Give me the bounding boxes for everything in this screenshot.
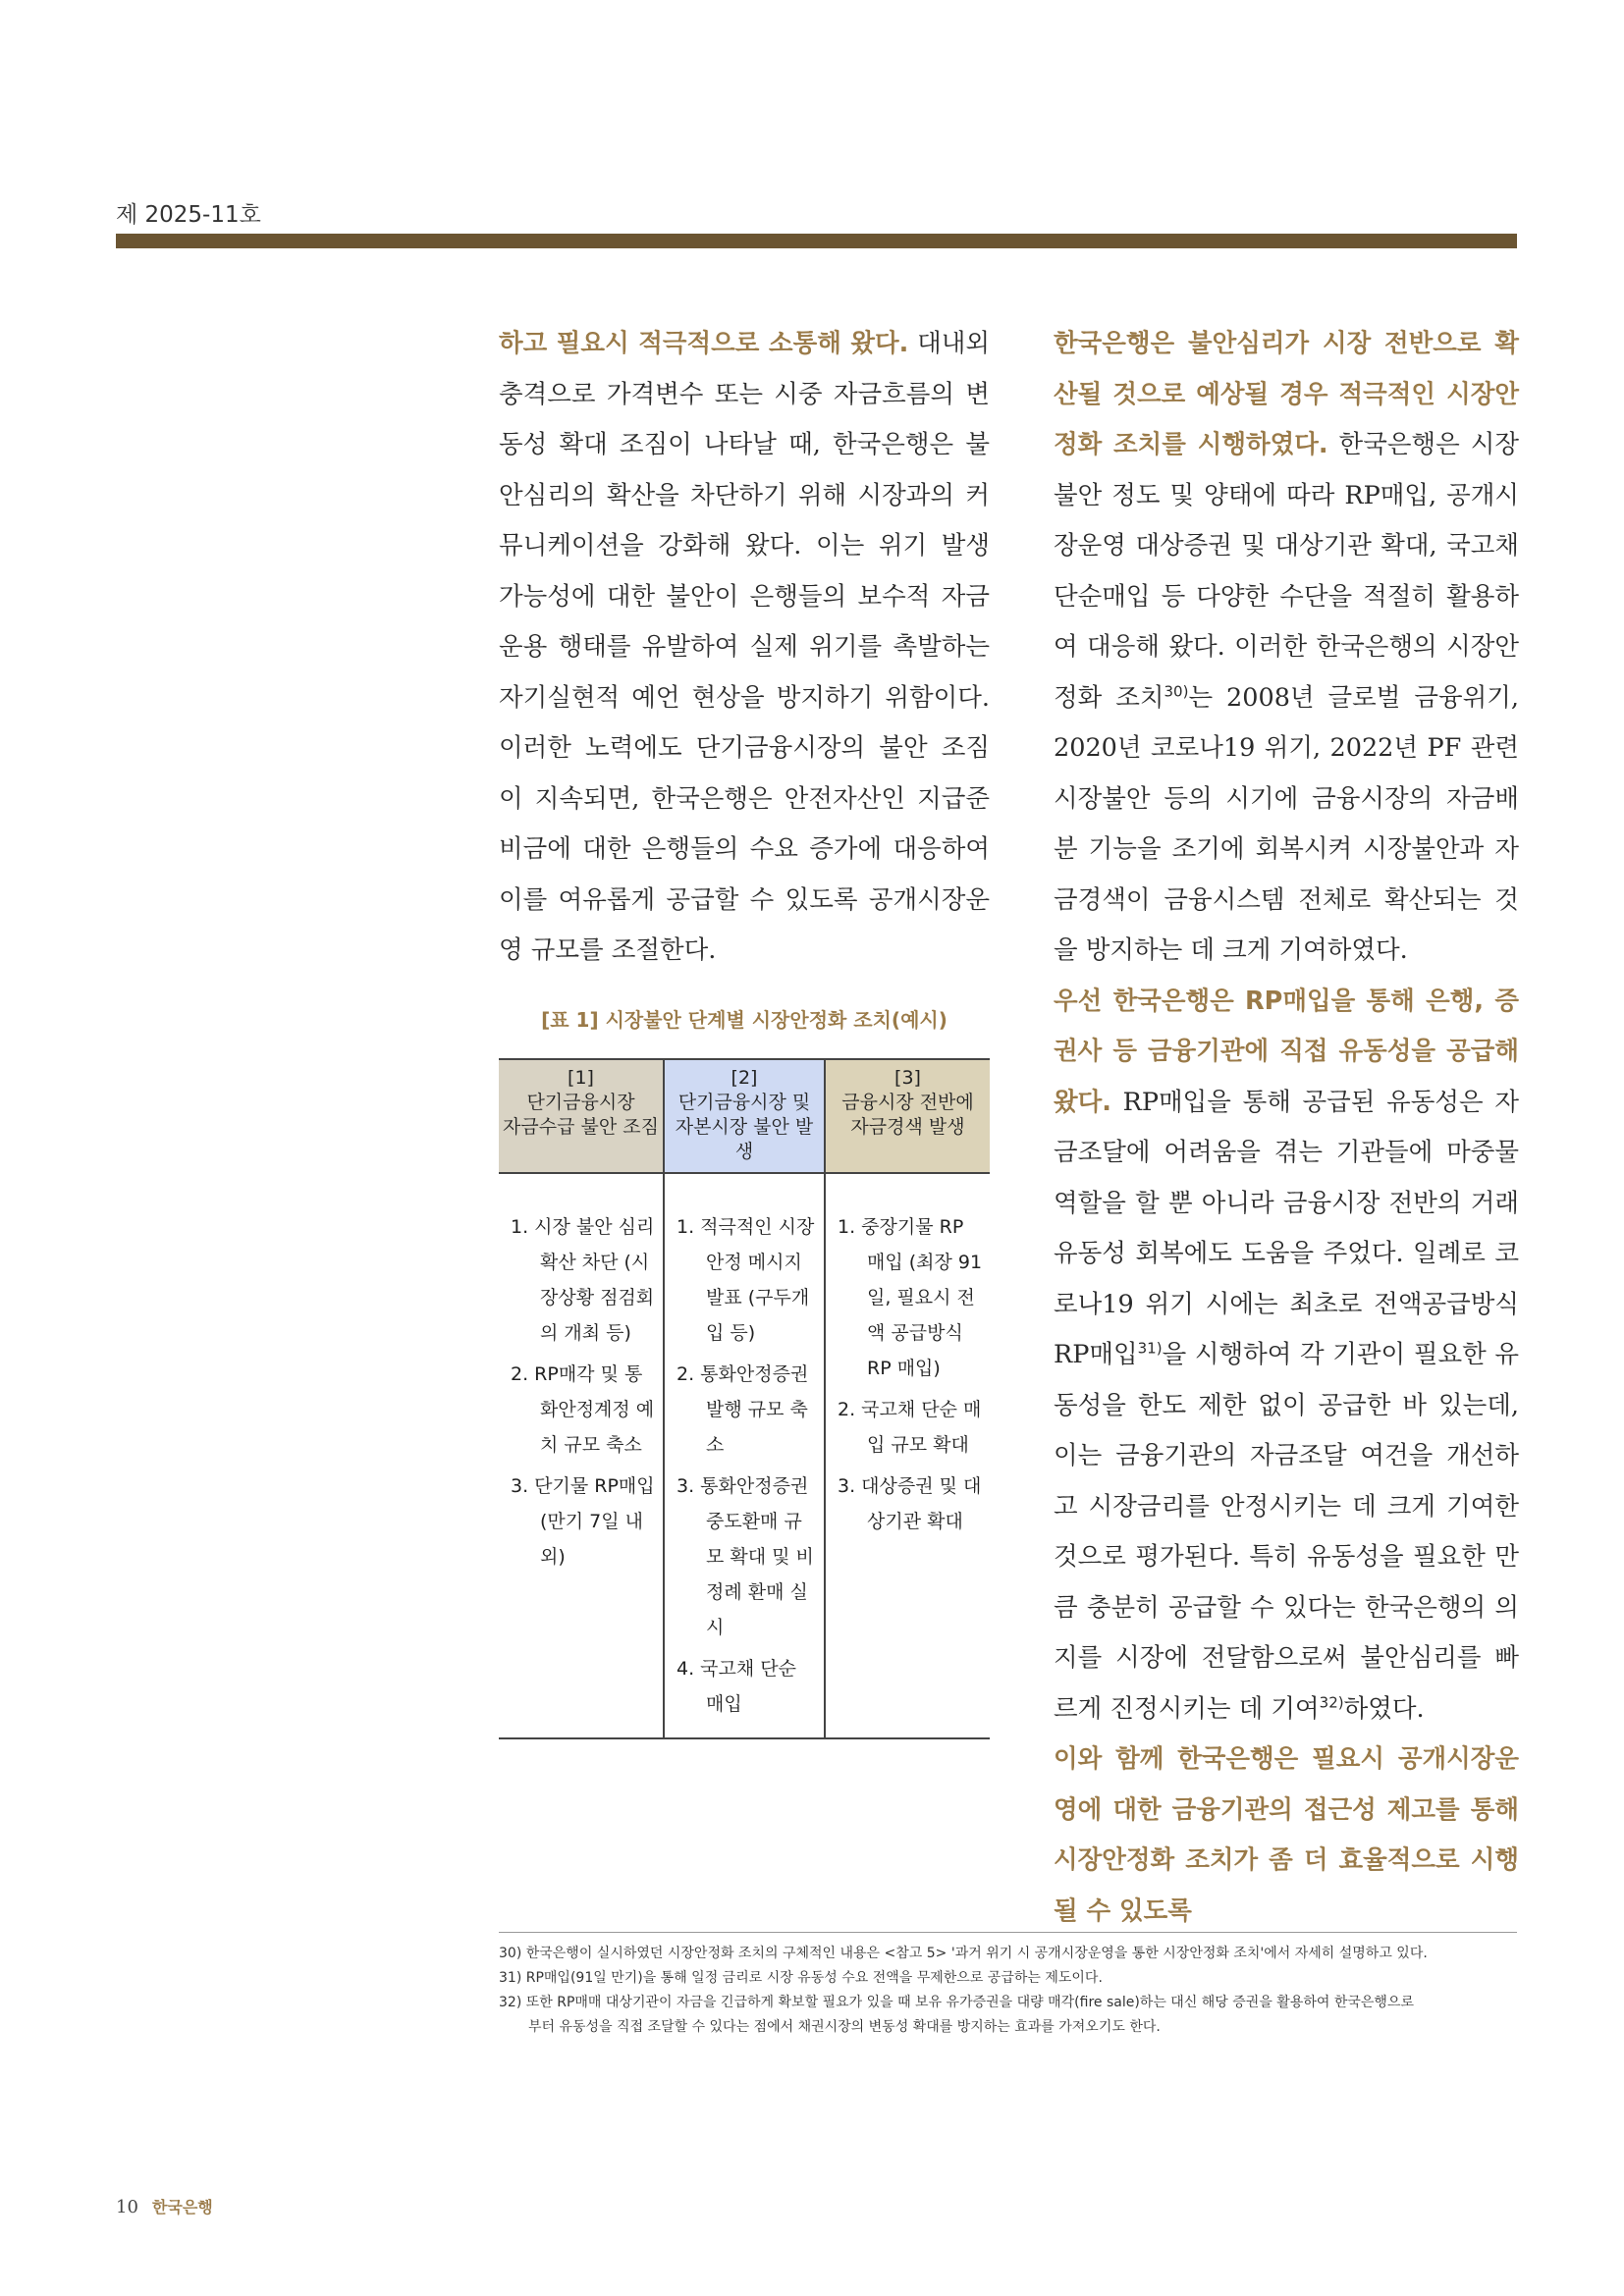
table-caption: [표 1] 시장불안 단계별 시장안정화 조치(예시) xyxy=(541,1008,947,1032)
table-cell-1 xyxy=(499,1173,664,1738)
left-body: 대내외 충격으로 가격변수 또는 시중 자금흐름의 변동성 확대 조짐이 나타날 때, 한국은행은 불안심리의 확산을 차단하기 위해 시장과의 커뮤니케이션을 강화해 왔다. 이는 위기 발생 가능성에 대한 불안이 은행들의 보수적 자금 운용 행태를 유발하여 실제 위기를 촉발하는 자기실현적 예언 현상을 방지하기 위함이다. 이러한 노력에도 단기금융시장의 불안 조짐이 지속되면, 한국은행은 안전자산인 지급준비금에 대한 은행들의 수요 증가에 대응하여 이를 여유롭게 공급할 수 있도록 공개시장운영 규모를 조절한다. xyxy=(499,329,990,965)
page-number: 10 xyxy=(116,2197,138,2217)
table-header-1: [1] 단기금융시장 자금수급 불안 조짐 xyxy=(499,1059,664,1173)
footnote-32: 32) 또한 RP매매 대상기관이 자금을 긴급하게 확보할 필요가 있을 때 보유 유가증권을 대량 매각(fire sale)하는 대신 해당 증권을 활용하여 한국은행으로 xyxy=(499,1995,1414,2010)
table-header-3: [3] 금융시장 전반에 자금경색 발생 xyxy=(825,1059,990,1173)
right-paragraph-2: 우선 한국은행은 RP매입을 통해 은행, 증권사 등 금융기관에 직접 유동성을 공급해 왔다. RP매입을 통해 공급된 유동성은 자금조달에 어려움을 겪는 기관들에 마중물 역할을 할 뿐 아니라 금융시장 전반의 거래 유동성 회복에도 도움을 주었다. 일례로 코로나19 위기 시에는 최초로 전액공급방식 RP매입$^{31)}$을 시행하여 각 기관이 필요한 유동성을 한도 제한 없이 공급한 바 있는데, 이는 금융기관의 자금조달 여건을 개선하고 시장금리를 안정시키는 데 크게 기여한 것으로 평가된다. 특히 유동성을 필요한 만큼 충분히 공급할 수 있다는 한국은행의 의지를 시장에 전달함으로써 불안심리를 빠르게 진정시키는 데 기여$^{32)}$하였다. xyxy=(1054,986,1519,1724)
right-paragraph-1: 한국은행은 불안심리가 시장 전반으로 확산될 것으로 예상될 경우 적극적인 시장안정화 조치를 시행하였다. 한국은행은 시장불안 정도 및 양태에 따라 RP매입, 공개시장운영 대상증권 및 대상기관 확대, 국고채 단순매입 등 다양한 수단을 적절히 활용하여 대응해 왔다. 이러한 한국은행의 시장안정화 조치$^{30)}$는 2008년 글로벌 금융위기, 2020년 코로나19 위기, 2022년 PF 관련 시장불안 등의 시기에 금융시장의 자금배분 기능을 조기에 회복시켜 시장불안과 자금경색이 금융시스템 전체로 확산되는 것을 방지하는 데 크게 기여하였다. xyxy=(1054,329,1519,965)
page-footer xyxy=(116,2195,213,2217)
footnote-ref-30[interactable]: 30) xyxy=(1164,682,1189,700)
footnote-31: 31) RP매입(91일 만기)을 통해 일정 금리로 시장 유동성 수요 전액을 무제한으로 공급하는 제도이다. xyxy=(499,1970,1103,1986)
footnote-ref-32[interactable]: 32) xyxy=(1319,1693,1344,1711)
stage-table xyxy=(499,1058,990,1739)
left-paragraph xyxy=(499,319,990,977)
list-item: 2. 국고채 단순 매입 규모 확대 xyxy=(838,1399,982,1456)
list-item: 2. RP매각 및 통화안정계정 예치 규모 축소 xyxy=(511,1363,655,1456)
list-item: 1. 중장기물 RP 매입 (최장 91일, 필요시 전액 공급방식 RP 매입) xyxy=(838,1216,983,1379)
issue-number: 제 2025-11호 xyxy=(116,202,261,228)
left-lead: 하고 필요시 적극적으로 소통해 왔다. xyxy=(499,329,909,358)
footnote-ref-31[interactable]: 31) xyxy=(1137,1339,1163,1358)
list-item: 3. 대상증권 및 대상기관 확대 xyxy=(838,1475,982,1532)
list-item: 1. 적극적인 시장안정 메시지 발표 (구두개입 등) xyxy=(677,1216,815,1344)
list-item: 1. 시장 불안 심리 확산 차단 (시장상황 점검회의 개최 등) xyxy=(511,1216,655,1344)
list-item: 4. 국고채 단순 매입 xyxy=(677,1658,796,1715)
footnote-32-cont: 부터 유동성을 직접 조달할 수 있다는 점에서 채권시장의 변동성 확대를 방지하는 효과를 가져오기도 한다. xyxy=(528,2019,1161,2035)
table-cell-3 xyxy=(825,1173,990,1738)
list-item: 3. 단기물 RP매입 (만기 7일 내외) xyxy=(511,1475,655,1568)
left-column xyxy=(499,319,990,977)
footnote-30: 30) 한국은행이 실시하였던 시장안정화 조치의 구체적인 내용은 <참고 5> '과거 위기 시 공개시장운영을 통한 시장안정화 조치'에서 자세히 설명하고 있다. xyxy=(499,1946,1428,1961)
list-item: 2. 통화안정증권 발행 규모 축소 xyxy=(677,1363,809,1456)
footer-org: 한국은행 xyxy=(151,2198,213,2216)
right-paragraph-3: 이와 함께 한국은행은 필요시 공개시장운영에 대한 금융기관의 접근성 제고를 통해 시장안정화 조치가 좀 더 효율적으로 시행될 수 있도록 xyxy=(1054,1744,1519,1926)
footnote-divider xyxy=(499,1932,1517,1933)
table-cell-2 xyxy=(664,1173,825,1738)
footnotes xyxy=(499,1942,1525,2040)
right-column xyxy=(1028,319,1519,1937)
table-header-2: [2] 단기금융시장 및 자본시장 불안 발생 xyxy=(664,1059,825,1173)
header-rule xyxy=(116,234,1517,248)
list-item: 3. 통화안정증권 중도환매 규모 확대 및 비정례 환매 실시 xyxy=(677,1475,814,1638)
